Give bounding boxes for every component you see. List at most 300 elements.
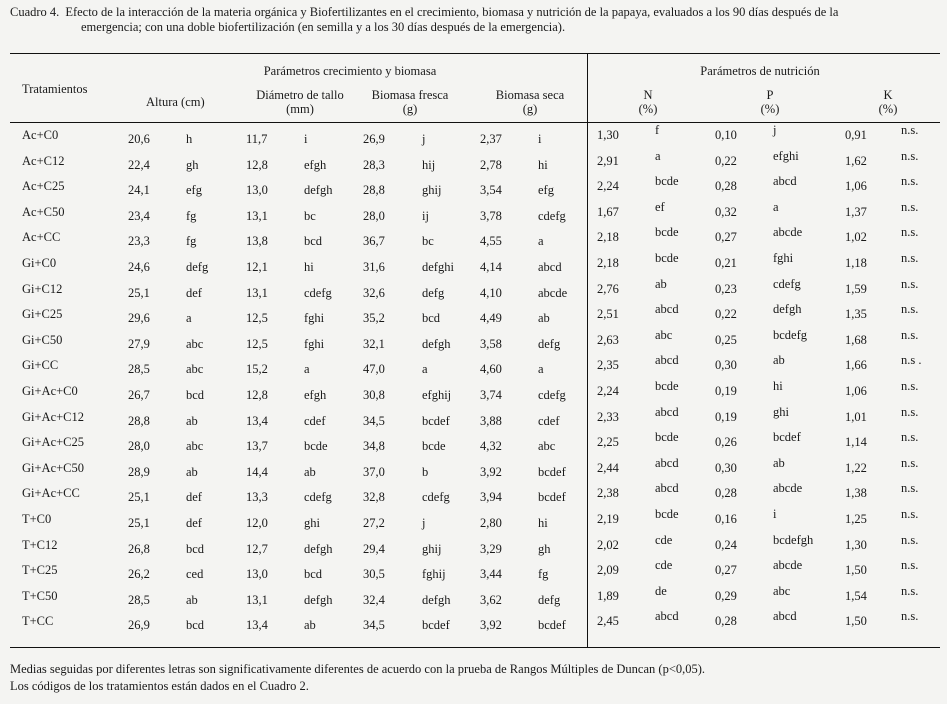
cell-k: 1,66 (845, 358, 867, 373)
cell-k-letters: n.s. (901, 609, 919, 624)
cell-altura-letters: bcd (186, 388, 205, 402)
cell-treatment: Ac+C50 (22, 204, 65, 219)
cell-altura-letters: ab (186, 592, 198, 607)
cell-altura: 28,9 (128, 464, 150, 479)
cell-altura: 23,3 (128, 234, 150, 249)
cell-p-letters: ab (773, 455, 785, 470)
cell-altura-letters: def (186, 516, 202, 530)
cell-n: 2,24 (597, 179, 619, 194)
cell-biomasa-fresca-letters: hij (422, 157, 436, 172)
cell-diametro-letters: defgh (304, 541, 333, 556)
cell-diametro-letters: bcd (304, 567, 323, 582)
cell-p-letters: abc (773, 583, 791, 598)
cell-diametro-letters: bc (304, 208, 316, 223)
cell-k: 1,50 (845, 614, 867, 629)
cell-k-letters: n.s. (901, 174, 919, 189)
cell-n-letters: abcd (655, 609, 679, 624)
cell-altura-letters: ab (186, 464, 198, 479)
cell-biomasa-seca: 4,49 (480, 311, 502, 326)
cell-p-letters: fghi (773, 251, 794, 265)
cell-biomasa-seca: 3,88 (480, 413, 502, 428)
cell-altura: 22,4 (128, 157, 150, 172)
cell-altura: 28,8 (128, 413, 150, 428)
cell-biomasa-fresca-letters: ghij (422, 541, 442, 556)
cell-k: 1,18 (845, 256, 867, 270)
cell-biomasa-seca-letters: bcdef (538, 618, 566, 633)
cell-k: 1,38 (845, 486, 867, 501)
cell-biomasa-fresca-letters: bcde (422, 439, 446, 454)
cell-p-letters: defgh (773, 302, 802, 317)
cell-altura-letters: bcd (186, 618, 205, 633)
cell-p: 0,25 (715, 332, 737, 347)
header-n-unit: (%) (638, 102, 658, 116)
cell-p-letters: cdefg (773, 276, 801, 291)
cell-altura: 20,6 (128, 132, 150, 146)
cell-n: 1,67 (597, 204, 619, 219)
cell-treatment: Gi+C50 (22, 332, 63, 347)
cell-p-letters: ghi (773, 404, 789, 419)
cell-altura-letters: efg (186, 183, 202, 198)
cell-diametro-letters: fghi (304, 311, 325, 326)
cell-altura: 25,1 (128, 285, 150, 300)
cell-treatment: Gi+C12 (22, 281, 63, 296)
cell-diametro: 12,7 (246, 541, 268, 556)
cell-p: 0,30 (715, 358, 737, 373)
cell-n-letters: abcd (655, 481, 679, 496)
cell-n-letters: de (655, 583, 667, 598)
cell-biomasa-fresca-letters: ij (422, 208, 429, 223)
cell-biomasa-seca: 3,92 (480, 618, 502, 633)
cell-p: 0,19 (715, 384, 737, 398)
cell-treatment: Ac+CC (22, 230, 61, 245)
cell-p-letters: bcdefgh (773, 532, 814, 547)
cell-biomasa-seca: 3,54 (480, 183, 502, 198)
header-rule (10, 122, 940, 123)
header-group-nutrition: Parámetros de nutrición (700, 64, 820, 78)
cell-n-letters: ab (655, 276, 667, 291)
cell-biomasa-seca-letters: hi (538, 516, 548, 530)
cell-biomasa-seca-letters: fg (538, 567, 549, 582)
cell-p: 0,26 (715, 435, 737, 450)
cell-p-letters: abcde (773, 481, 803, 496)
cell-biomasa-fresca: 34,8 (363, 439, 385, 454)
cell-altura-letters: defg (186, 260, 209, 274)
cell-diametro: 13,4 (246, 618, 268, 633)
cell-diametro-letters: cdefg (304, 490, 332, 505)
cell-altura: 24,1 (128, 183, 150, 198)
cell-n: 2,33 (597, 409, 619, 424)
cell-p-letters: bcdef (773, 430, 801, 445)
cell-biomasa-seca-letters: abc (538, 439, 556, 454)
cell-altura-letters: def (186, 285, 202, 300)
cell-biomasa-seca: 2,80 (480, 516, 502, 530)
cell-p: 0,32 (715, 204, 737, 219)
cell-altura: 27,9 (128, 336, 150, 351)
cell-n: 2,18 (597, 256, 619, 270)
cell-biomasa-fresca: 32,8 (363, 490, 385, 505)
cell-diametro-letters: bcde (304, 439, 328, 454)
cell-p: 0,19 (715, 409, 737, 424)
cell-biomasa-fresca-letters: fghij (422, 567, 446, 582)
cell-biomasa-fresca: 34,5 (363, 618, 385, 633)
cell-biomasa-seca-letters: a (538, 234, 544, 249)
cell-p: 0,10 (715, 128, 737, 142)
cell-n: 2,18 (597, 230, 619, 245)
cell-biomasa-fresca-letters: defgh (422, 336, 451, 351)
cell-n-letters: abcd (655, 302, 679, 317)
cell-p: 0,28 (715, 614, 737, 629)
cell-n: 2,25 (597, 435, 619, 450)
cell-biomasa-fresca: 32,4 (363, 592, 385, 607)
cell-diametro: 13,8 (246, 234, 268, 249)
cell-biomasa-fresca-letters: bcd (422, 311, 441, 326)
cell-biomasa-fresca-letters: defgh (422, 592, 451, 607)
cell-k-letters: n.s. (901, 532, 919, 547)
cell-treatment: Gi+Ac+C25 (22, 435, 85, 450)
cell-diametro: 12,8 (246, 157, 268, 172)
cell-biomasa-fresca-letters: defghi (422, 260, 454, 274)
cell-n: 1,89 (597, 588, 619, 603)
cell-biomasa-fresca-letters: j (422, 516, 426, 530)
cell-diametro: 14,4 (246, 464, 268, 479)
cell-biomasa-seca: 4,14 (480, 260, 502, 274)
cell-biomasa-seca: 2,37 (480, 132, 502, 146)
cell-biomasa-seca: 2,78 (480, 157, 502, 172)
cell-k: 1,62 (845, 153, 867, 168)
cell-altura: 25,1 (128, 516, 150, 530)
cell-n-letters: bcde (655, 507, 679, 521)
cell-biomasa-fresca-letters: defg (422, 285, 445, 300)
cell-biomasa-seca-letters: abcde (538, 285, 568, 300)
cell-treatment: T+CC (22, 614, 54, 629)
cell-k: 0,91 (845, 128, 867, 142)
cell-biomasa-fresca-letters: bcdef (422, 413, 450, 428)
cell-biomasa-seca-letters: ab (538, 311, 550, 326)
cell-biomasa-seca: 3,92 (480, 464, 502, 479)
caption-line-2: emergencia; con una doble biofertilización (en semilla y a los 30 días después de la emergencia). (81, 20, 566, 34)
header-p-unit: (%) (760, 102, 780, 116)
cell-biomasa-seca-letters: defg (538, 592, 561, 607)
cell-biomasa-seca-letters: bcdef (538, 464, 566, 479)
cell-diametro: 13,1 (246, 208, 268, 223)
cell-treatment: Gi+C0 (22, 256, 57, 270)
cell-diametro-letters: ghi (304, 516, 320, 530)
cell-diametro: 15,2 (246, 362, 268, 377)
cell-biomasa-seca-letters: cdef (538, 413, 560, 428)
header-biomasa-seca: Biomasa seca (495, 88, 565, 102)
cell-biomasa-fresca: 30,8 (363, 388, 385, 402)
cell-n-letters: bcde (655, 225, 679, 240)
cell-diametro-letters: efgh (304, 157, 327, 172)
cell-k: 1,30 (845, 537, 867, 552)
cell-treatment: Gi+Ac+C50 (22, 460, 85, 475)
cell-n: 2,63 (597, 332, 619, 347)
header-group-growth: Parámetros crecimiento y biomasa (263, 64, 437, 78)
cell-k-letters: n.s. (901, 225, 919, 240)
cell-p: 0,24 (715, 537, 737, 552)
cell-p: 0,28 (715, 179, 737, 194)
cell-altura-letters: a (186, 311, 192, 326)
cell-biomasa-fresca: 32,1 (363, 336, 385, 351)
cell-n-letters: bcde (655, 174, 679, 189)
header-biomasa-fresca: Biomasa fresca (371, 88, 449, 102)
cell-biomasa-fresca: 26,9 (363, 132, 385, 146)
cell-n: 1,30 (597, 128, 619, 142)
cell-treatment: Ac+C12 (22, 153, 65, 168)
cell-biomasa-fresca: 27,2 (363, 516, 385, 530)
cell-n-letters: bcde (655, 379, 679, 393)
cell-biomasa-fresca-letters: b (422, 464, 429, 479)
cell-k: 1,22 (845, 460, 867, 475)
cell-k-letters: n.s. (901, 327, 919, 342)
cell-biomasa-seca: 3,58 (480, 336, 502, 351)
cell-altura: 26,2 (128, 567, 150, 582)
cell-k-letters: n.s. (901, 148, 919, 163)
cell-diametro: 13,4 (246, 413, 268, 428)
cell-diametro-letters: a (304, 362, 310, 377)
cell-diametro: 12,5 (246, 336, 268, 351)
cell-biomasa-seca: 3,44 (480, 567, 502, 582)
table-caption (10, 5, 940, 35)
top-rule (10, 53, 940, 54)
cell-biomasa-seca-letters: abcd (538, 260, 562, 274)
cell-diametro-letters: fghi (304, 336, 325, 351)
header-k-unit: (%) (878, 102, 898, 116)
cell-p-letters: abcd (773, 609, 797, 624)
cell-altura: 28,5 (128, 592, 150, 607)
cell-altura-letters: gh (186, 157, 199, 172)
cell-p: 0,22 (715, 307, 737, 322)
cell-p-letters: abcde (773, 225, 803, 240)
cell-p-letters: ab (773, 353, 785, 368)
cell-k: 1,06 (845, 384, 867, 398)
cell-diametro-letters: defgh (304, 592, 333, 607)
cell-biomasa-fresca-letters: j (422, 132, 426, 146)
cell-n-letters: abcd (655, 353, 679, 368)
cell-k-letters: n.s. (901, 455, 919, 470)
cell-n: 2,35 (597, 358, 619, 373)
cell-k-letters: n.s. (901, 481, 919, 496)
cell-diametro-letters: cdef (304, 413, 326, 428)
cell-biomasa-fresca: 28,0 (363, 208, 385, 223)
cell-biomasa-fresca: 34,5 (363, 413, 385, 428)
cell-biomasa-seca: 3,94 (480, 490, 502, 505)
cell-altura: 29,6 (128, 311, 150, 326)
cell-n-letters: bcde (655, 251, 679, 265)
cell-altura-letters: fg (186, 234, 197, 249)
cell-diametro: 13,0 (246, 567, 268, 582)
cell-biomasa-fresca-letters: bc (422, 234, 434, 249)
cell-altura: 28,0 (128, 439, 150, 454)
cell-k: 1,59 (845, 281, 867, 296)
cell-diametro: 13,0 (246, 183, 268, 198)
cell-diametro-letters: cdefg (304, 285, 332, 300)
bottom-rule (10, 647, 940, 648)
cell-altura-letters: h (186, 132, 193, 146)
cell-diametro: 12,5 (246, 311, 268, 326)
cell-n-letters: cde (655, 558, 673, 573)
cell-k-letters: n.s . (901, 353, 922, 368)
cell-n: 2,45 (597, 614, 619, 629)
cell-n: 2,09 (597, 563, 619, 578)
cell-n-letters: bcde (655, 430, 679, 445)
cell-biomasa-fresca: 47,0 (363, 362, 385, 377)
cell-p: 0,28 (715, 486, 737, 501)
caption-text-1: Efecto de la interacción de la materia orgánica y Biofertilizantes en el crecimiento, biomasa y nutrición de la papaya, evaluados a los 90 días después de la (65, 5, 839, 19)
cell-biomasa-fresca-letters: ghij (422, 183, 442, 198)
cell-biomasa-fresca: 36,7 (363, 234, 385, 249)
cell-k: 1,06 (845, 179, 867, 194)
header-diametro: Diámetro de tallo (256, 88, 344, 102)
cell-p: 0,30 (715, 460, 737, 475)
cell-biomasa-seca-letters: bcdef (538, 490, 566, 505)
cell-k: 1,68 (845, 332, 867, 347)
cell-treatment: Gi+Ac+C12 (22, 409, 85, 424)
header-biomasa-fresca-unit: (g) (402, 102, 418, 116)
cell-diametro: 13,1 (246, 592, 268, 607)
header-diametro-unit: (mm) (286, 102, 314, 116)
cell-biomasa-fresca: 28,8 (363, 183, 385, 198)
cell-biomasa-fresca: 37,0 (363, 464, 385, 479)
cell-p: 0,23 (715, 281, 737, 296)
header-p: P (766, 88, 774, 102)
cell-k-letters: n.s. (901, 123, 919, 137)
cell-n: 2,38 (597, 486, 619, 501)
cell-diametro-letters: bcd (304, 234, 323, 249)
cell-biomasa-seca-letters: cdefg (538, 388, 566, 402)
cell-n: 2,24 (597, 384, 619, 398)
cell-biomasa-fresca-letters: bcdef (422, 618, 450, 633)
cell-diametro-letters: ab (304, 618, 316, 633)
cell-treatment: T+C0 (22, 512, 52, 526)
cell-n-letters: abc (655, 327, 673, 342)
cell-biomasa-fresca-letters: efghij (422, 388, 452, 402)
cell-n-letters: cde (655, 532, 673, 547)
caption-label: Cuadro 4. (10, 5, 60, 19)
cell-biomasa-seca: 3,78 (480, 208, 502, 223)
cell-n-letters: abcd (655, 404, 679, 419)
cell-treatment: Ac+C25 (22, 179, 65, 194)
cell-k-letters: n.s. (901, 558, 919, 573)
cell-biomasa-fresca: 35,2 (363, 311, 385, 326)
cell-biomasa-seca: 4,32 (480, 439, 502, 454)
cell-p: 0,22 (715, 153, 737, 168)
cell-n: 2,02 (597, 537, 619, 552)
cell-n-letters: abcd (655, 455, 679, 470)
cell-altura-letters: abc (186, 439, 204, 454)
cell-k-letters: n.s. (901, 583, 919, 598)
cell-p: 0,29 (715, 588, 737, 603)
cell-p-letters: hi (773, 379, 783, 393)
cell-p-letters: abcde (773, 558, 803, 573)
cell-diametro-letters: defgh (304, 183, 333, 198)
cell-n: 2,76 (597, 281, 619, 296)
cell-diametro: 12,8 (246, 388, 268, 402)
cell-k-letters: n.s. (901, 404, 919, 419)
cell-biomasa-seca: 3,62 (480, 592, 502, 607)
cell-p: 0,16 (715, 512, 737, 526)
cell-treatment: Gi+Ac+CC (22, 486, 80, 501)
cell-biomasa-seca-letters: hi (538, 157, 548, 172)
cell-treatment: Gi+Ac+C0 (22, 384, 78, 398)
cell-k: 1,35 (845, 307, 867, 322)
cell-diametro-letters: hi (304, 260, 314, 274)
cell-altura: 23,4 (128, 208, 150, 223)
cell-diametro: 13,1 (246, 285, 268, 300)
cell-altura-letters: ab (186, 413, 198, 428)
cell-biomasa-seca: 3,74 (480, 388, 502, 402)
cell-altura-letters: bcd (186, 541, 205, 556)
cell-n-letters: ef (655, 199, 665, 214)
cell-k-letters: n.s. (901, 430, 919, 445)
cell-biomasa-fresca: 28,3 (363, 157, 385, 172)
cell-altura-letters: abc (186, 362, 204, 377)
cell-n-letters: f (655, 123, 660, 137)
cell-n-letters: a (655, 148, 661, 163)
cell-treatment: T+C25 (22, 563, 58, 578)
cell-p-letters: j (773, 123, 777, 137)
header-k: K (883, 88, 893, 102)
footnote-2: Los códigos de los tratamientos están dados en el Cuadro 2. (10, 679, 309, 693)
cell-altura-letters: abc (186, 336, 204, 351)
cell-treatment: T+C50 (22, 588, 58, 603)
cell-diametro: 13,3 (246, 490, 268, 505)
cell-biomasa-seca-letters: gh (538, 541, 551, 556)
cell-altura: 26,8 (128, 541, 150, 556)
cell-n: 2,51 (597, 307, 619, 322)
cell-k: 1,02 (845, 230, 867, 245)
cell-k: 1,54 (845, 588, 867, 603)
cell-n: 2,19 (597, 512, 619, 526)
cell-altura-letters: ced (186, 567, 204, 582)
cell-biomasa-seca-letters: cdefg (538, 208, 566, 223)
cell-k: 1,14 (845, 435, 867, 450)
cell-altura-letters: fg (186, 208, 197, 223)
cell-p-letters: a (773, 199, 779, 214)
cell-diametro-letters: i (304, 132, 308, 146)
cell-k-letters: n.s. (901, 302, 919, 317)
cell-biomasa-seca: 3,29 (480, 541, 502, 556)
cell-altura: 25,1 (128, 490, 150, 505)
cell-treatment: Gi+C25 (22, 307, 63, 322)
cell-treatment: Gi+CC (22, 358, 59, 373)
cell-altura: 28,5 (128, 362, 150, 377)
cell-k-letters: n.s. (901, 251, 919, 265)
cell-biomasa-fresca: 31,6 (363, 260, 385, 274)
cell-p: 0,27 (715, 230, 737, 245)
footnote-1: Medias seguidas por diferentes letras son significativamente diferentes de acuerdo con la prueba de Rangos Múltiples de Duncan (p<0,05). (10, 662, 706, 676)
header-treatments: Tratamientos (22, 82, 88, 96)
cell-p: 0,27 (715, 563, 737, 578)
cell-diametro-letters: efgh (304, 388, 327, 402)
cell-biomasa-seca-letters: a (538, 362, 544, 377)
header-n: N (643, 88, 653, 102)
cell-diametro: 13,7 (246, 439, 268, 454)
cell-treatment: T+C12 (22, 537, 58, 552)
cell-n: 2,44 (597, 460, 619, 475)
cell-altura: 24,6 (128, 260, 150, 274)
cell-diametro: 11,7 (246, 132, 268, 146)
cell-diametro: 12,0 (246, 516, 268, 530)
cell-k-letters: n.s. (901, 276, 919, 291)
cell-n: 2,91 (597, 153, 619, 168)
cell-diametro: 12,1 (246, 260, 268, 274)
cell-biomasa-fresca: 32,6 (363, 285, 385, 300)
cell-k: 1,37 (845, 204, 867, 219)
cell-p-letters: efghi (773, 148, 799, 163)
cell-k-letters: n.s. (901, 199, 919, 214)
cell-biomasa-seca-letters: efg (538, 183, 554, 198)
